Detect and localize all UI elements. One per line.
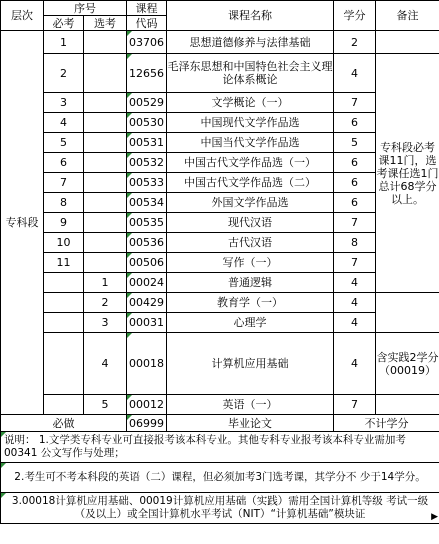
course-credit: 5 bbox=[334, 133, 376, 153]
course-code: 00535 bbox=[127, 213, 167, 233]
thesis-credit: 不计学分 bbox=[334, 415, 439, 432]
table-row bbox=[1, 193, 439, 213]
elective-no bbox=[84, 213, 127, 233]
course-credit: 7 bbox=[334, 395, 376, 415]
level-cell: 专科段 bbox=[1, 31, 44, 415]
course-name: 写作（一） bbox=[167, 253, 334, 273]
table-row bbox=[1, 273, 439, 293]
required-no: 9 bbox=[44, 213, 84, 233]
course-credit: 4 bbox=[334, 54, 376, 93]
table-row bbox=[1, 113, 439, 133]
remark-empty-bottom bbox=[376, 395, 439, 415]
course-code: 00533 bbox=[127, 173, 167, 193]
elective-no: 5 bbox=[84, 395, 127, 415]
elective-no bbox=[84, 93, 127, 113]
header-elective: 选考 bbox=[84, 16, 127, 31]
table-row bbox=[1, 333, 439, 395]
table-row bbox=[1, 233, 439, 253]
note-2: 2.考生可不考本科段的英语（二）课程，但必须加考3门选考课，其学分不 少于14学分。 bbox=[1, 463, 439, 493]
elective-no bbox=[84, 153, 127, 173]
header-name: 课程名称 bbox=[167, 1, 334, 31]
remark-main: 专科段必考课11门，选考课任选1门总计68学分以上。 bbox=[376, 54, 439, 293]
elective-no: 2 bbox=[84, 293, 127, 313]
header-level: 层次 bbox=[1, 1, 44, 31]
required-no: 2 bbox=[44, 54, 84, 93]
table-row bbox=[1, 153, 439, 173]
table-row bbox=[1, 54, 439, 93]
header-remark: 备注 bbox=[376, 1, 439, 31]
course-name: 普通逻辑 bbox=[167, 273, 334, 293]
course-name: 外国文学作品选 bbox=[167, 193, 334, 213]
course-code: 00536 bbox=[127, 233, 167, 253]
required-no: 5 bbox=[44, 133, 84, 153]
course-name: 现代汉语 bbox=[167, 213, 334, 233]
course-code: 03706 bbox=[127, 31, 167, 54]
course-credit: 4 bbox=[334, 293, 376, 313]
header-required: 必考 bbox=[44, 16, 84, 31]
elective-no bbox=[84, 233, 127, 253]
course-credit: 6 bbox=[334, 173, 376, 193]
course-code: 00031 bbox=[127, 313, 167, 333]
thesis-name: 毕业论文 bbox=[167, 415, 334, 432]
elective-no bbox=[84, 31, 127, 54]
course-credit: 7 bbox=[334, 253, 376, 273]
course-code: 00012 bbox=[127, 395, 167, 415]
course-credit: 6 bbox=[334, 113, 376, 133]
table-row bbox=[1, 93, 439, 113]
course-credit: 2 bbox=[334, 31, 376, 54]
thesis-label: 必做 bbox=[1, 415, 127, 432]
remark-empty-mid bbox=[376, 293, 439, 333]
table-row bbox=[1, 313, 439, 333]
thesis-code: 06999 bbox=[127, 415, 167, 432]
remark-computer: 含实践2学分（00019） bbox=[376, 333, 439, 395]
remark-empty-top bbox=[376, 31, 439, 54]
required-no: 7 bbox=[44, 173, 84, 193]
course-code: 00429 bbox=[127, 293, 167, 313]
course-code: 12656 bbox=[127, 54, 167, 93]
course-name: 文学概论（一） bbox=[167, 93, 334, 113]
table-row bbox=[1, 213, 439, 233]
thesis-row bbox=[1, 415, 439, 432]
course-name: 教育学（一） bbox=[167, 293, 334, 313]
required-no: 11 bbox=[44, 253, 84, 273]
header-code-bottom: 代码 bbox=[127, 16, 167, 31]
course-code: 00534 bbox=[127, 193, 167, 213]
course-code: 00024 bbox=[127, 273, 167, 293]
required-no: 3 bbox=[44, 93, 84, 113]
course-code: 00531 bbox=[127, 133, 167, 153]
course-credit: 7 bbox=[334, 93, 376, 113]
note-3-text: 3.00018计算机应用基础、00019计算机应用基础（实践）需用全国计算机等级 考试一级（及以上）或全国计算机水平考试（NIT）“计算机基础”模块证 bbox=[11, 495, 429, 520]
course-name: 中国当代文学作品选 bbox=[167, 133, 334, 153]
course-credit: 6 bbox=[334, 193, 376, 213]
course-credit: 8 bbox=[334, 233, 376, 253]
course-credit: 4 bbox=[334, 333, 376, 395]
elective-no: 4 bbox=[84, 333, 127, 395]
note-3 bbox=[1, 493, 439, 524]
elective-no bbox=[84, 253, 127, 273]
note-row bbox=[1, 493, 439, 524]
course-credit: 4 bbox=[334, 273, 376, 293]
elective-no bbox=[84, 193, 127, 213]
header-credit: 学分 bbox=[334, 1, 376, 31]
course-name: 中国古代文学作品选（二） bbox=[167, 173, 334, 193]
course-code: 00506 bbox=[127, 253, 167, 273]
table-row bbox=[1, 253, 439, 273]
note-row bbox=[1, 463, 439, 493]
table-row bbox=[1, 395, 439, 415]
elective-no bbox=[84, 113, 127, 133]
required-no bbox=[44, 395, 84, 415]
course-name: 心理学 bbox=[167, 313, 334, 333]
required-no: 4 bbox=[44, 113, 84, 133]
header-seq: 序号 bbox=[44, 1, 127, 16]
note-row bbox=[1, 432, 439, 463]
course-name: 中国现代文学作品选 bbox=[167, 113, 334, 133]
arrow-icon: ▶ bbox=[431, 512, 438, 522]
table-row bbox=[1, 293, 439, 313]
course-code: 00529 bbox=[127, 93, 167, 113]
course-credit: 7 bbox=[334, 213, 376, 233]
elective-no: 1 bbox=[84, 273, 127, 293]
course-name: 古代汉语 bbox=[167, 233, 334, 253]
elective-no: 3 bbox=[84, 313, 127, 333]
course-credit: 6 bbox=[334, 153, 376, 173]
table-row bbox=[1, 133, 439, 153]
course-name: 中国古代文学作品选（一） bbox=[167, 153, 334, 173]
elective-no bbox=[84, 54, 127, 93]
elective-no bbox=[84, 133, 127, 153]
required-no: 10 bbox=[44, 233, 84, 253]
required-no bbox=[44, 333, 84, 395]
required-no bbox=[44, 313, 84, 333]
course-credit: 4 bbox=[334, 313, 376, 333]
required-no: 8 bbox=[44, 193, 84, 213]
course-name: 英语（一） bbox=[167, 395, 334, 415]
required-no: 1 bbox=[44, 31, 84, 54]
table-row bbox=[1, 173, 439, 193]
course-name: 毛泽东思想和中国特色社会主义理论体系概论 bbox=[167, 54, 334, 93]
note-1: 说明： 1.文学类专科专业可直接报考该本科专业。其他专科专业报考该本科专业需加考00341 公文写作与处理； bbox=[1, 432, 439, 463]
header-code-top: 课程 bbox=[127, 1, 167, 16]
elective-no bbox=[84, 173, 127, 193]
course-code: 00018 bbox=[127, 333, 167, 395]
course-name: 计算机应用基础 bbox=[167, 333, 334, 395]
course-name: 思想道德修养与法律基础 bbox=[167, 31, 334, 54]
required-no bbox=[44, 293, 84, 313]
course-code: 00530 bbox=[127, 113, 167, 133]
course-code: 00532 bbox=[127, 153, 167, 173]
table-row bbox=[1, 31, 439, 54]
required-no bbox=[44, 273, 84, 293]
required-no: 6 bbox=[44, 153, 84, 173]
